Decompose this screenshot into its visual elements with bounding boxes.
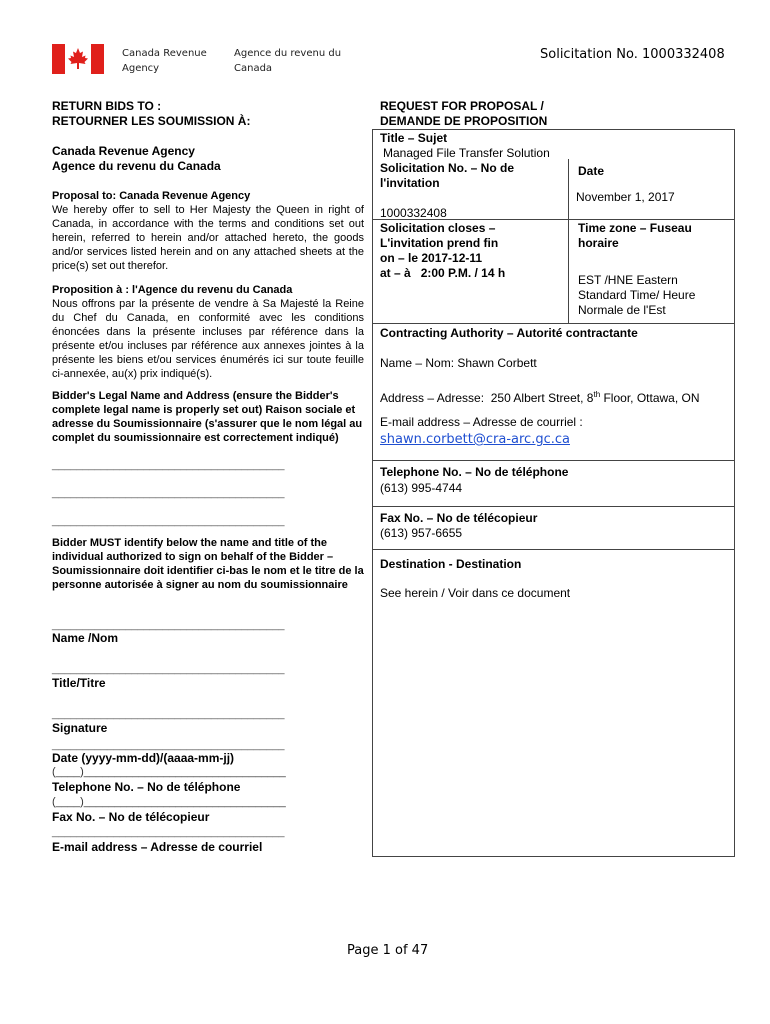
telephone-value: (613) 995-4744 xyxy=(380,481,463,495)
agency-name-fr: Agence du revenu du Canada xyxy=(234,48,342,74)
return-agency-name: Canada Revenue Agency Agence du revenu du Canada xyxy=(52,144,221,173)
name-line: ______________________________________ xyxy=(52,619,285,631)
time-zone-label: Time zone – Fuseau horaire xyxy=(578,221,692,250)
title-label: Title/Titre xyxy=(52,676,106,690)
page-number: Page 1 of 47 xyxy=(347,943,429,958)
contracting-authority-label: Contracting Authority – Autorité contractante xyxy=(380,326,638,340)
row-separator xyxy=(372,460,734,461)
telephone-label: Telephone No. – No de téléphone xyxy=(380,465,569,479)
solicitation-label: Solicitation No. – No de l'invitation xyxy=(380,161,515,190)
blank-line: ______________________________________ xyxy=(52,459,285,471)
time-zone-value: EST /HNE Eastern Standard Time/ Heure Normale de l'Est xyxy=(578,273,696,317)
grid-divider xyxy=(568,159,569,323)
row-separator xyxy=(372,506,734,507)
title-sujet-value: Managed File Transfer Solution xyxy=(383,146,550,160)
canada-flag xyxy=(52,44,104,74)
row-separator xyxy=(372,549,734,550)
canada-flag-icon xyxy=(52,44,104,74)
contracting-authority-name: Name – Nom: Shawn Corbett xyxy=(380,356,537,370)
destination-value: See herein / Voir dans ce document xyxy=(380,586,571,600)
agency-name-en: Canada Revenue Agency xyxy=(122,48,207,74)
name-label: Name /Nom xyxy=(52,631,119,645)
bidder-legal-name-instructions: Bidder's Legal Name and Address (ensure the Bidder's complete legal name is properly set out) Raison sociale et adresse du Soumissionnaire (s'assurer que le nom légal au complet du soumissionnaire est correctement indiqué) xyxy=(52,390,363,444)
proposal-en-body: We hereby offer to sell to Her Majesty the Queen in right of Canada, in accordance with the terms and conditions set out herein, referred to herein and/or attached hereto, the goods and/or services listed herein and on any attached sheets at the price(s) set out therefor. xyxy=(52,204,364,272)
rfp-heading: REQUEST FOR PROPOSAL / DEMANDE DE PROPOSITION xyxy=(380,99,548,128)
destination-label: Destination - Destination xyxy=(380,557,522,571)
solicitation-number-header: Solicitation No. 1000332408 xyxy=(540,47,725,62)
email-label-right: E-mail address – Adresse de courriel : xyxy=(380,415,583,429)
blank-line: ______________________________________ xyxy=(52,515,285,527)
fax-line: (____)_________________________________ xyxy=(52,796,286,808)
date-label: Date (yyyy-mm-dd)/(aaaa-mm-jj) xyxy=(52,751,235,765)
row-separator xyxy=(372,323,734,324)
email-line: ______________________________________ xyxy=(52,826,285,838)
fax-label: Fax No. – No de télécopieur xyxy=(52,810,210,824)
date-line: ______________________________________ xyxy=(52,739,285,751)
closes-separator xyxy=(372,219,734,220)
proposal-fr-body: Nous offrons par la présente de vendre à Sa Majesté la Reine du Chef du Canada, en conformité avec les conditions énoncées dans la présente incluses par référence dans la présente et/ou incluses par référence aux annexes jointes à la présente les biens et/ou services énumérés ici sur toute feuille ci-annexée, au(x) prix indiqué(s). xyxy=(52,298,364,380)
phone-label: Telephone No. – No de téléphone xyxy=(52,780,241,794)
signature-line: ______________________________________ xyxy=(52,708,285,720)
email-label: E-mail address – Adresse de courriel xyxy=(52,840,263,854)
date-heading: Date xyxy=(578,164,605,178)
date-value: November 1, 2017 xyxy=(576,190,675,204)
signature-label: Signature xyxy=(52,721,108,735)
fax-label-right: Fax No. – No de télécopieur xyxy=(380,511,538,525)
phone-line: (____)_________________________________ xyxy=(52,766,286,778)
email-link[interactable]: shawn.corbett@cra-arc.gc.ca xyxy=(380,432,570,447)
contracting-authority-address: Address – Adresse: 250 Albert Street, 8th Floor, Ottawa, ON xyxy=(380,390,700,405)
bidder-must-instructions: Bidder MUST identify below the name and title of the individual authorized to sign on behalf of the Bidder – Soumissionnaire doit identifier ci-bas le nom et le titre de la personne autorisée à signer au nom du soumissionnaire xyxy=(52,537,364,591)
fax-value: (613) 957-6655 xyxy=(380,526,463,540)
return-bids-heading: RETURN BIDS TO : RETOURNER LES SOUMISSION À: xyxy=(52,99,251,128)
proposal-fr-title: Proposition à : l'Agence du revenu du Canada xyxy=(52,284,293,296)
proposal-en-title: Proposal to: Canada Revenue Agency xyxy=(52,190,251,202)
blank-line: ______________________________________ xyxy=(52,487,285,499)
solicitation-closes: Solicitation closes – L'invitation prend fin on – le 2017-12-11 at – à 2:00 P.M. / 14 h xyxy=(380,221,506,280)
title-line: ______________________________________ xyxy=(52,663,285,675)
title-sujet-label: Title – Sujet xyxy=(380,131,448,145)
solicitation-value: 1000332408 xyxy=(380,206,447,220)
